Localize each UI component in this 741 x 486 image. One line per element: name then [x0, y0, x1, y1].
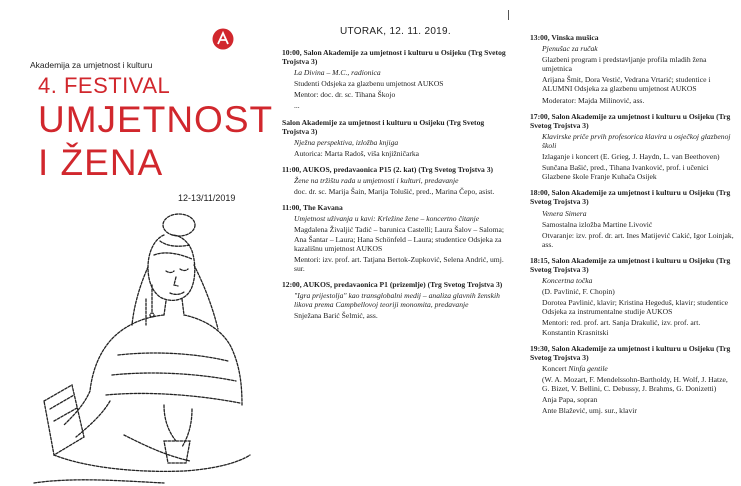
event-title-italic: Ninfa gentile [568, 363, 608, 373]
event-block [282, 203, 507, 273]
event-title: Klavirske priče prvih profesorica klavira u osječkoj glazbenoj školi [542, 131, 731, 150]
festival-dates: 12-13/11/2019 [178, 193, 236, 203]
event-title [530, 364, 735, 373]
event-heading: Salon Akademije za umjetnost i kulturu u Osijeku (Trg Svetog Trojstva 3) [282, 117, 485, 136]
event-detail: Anja Papa, sopran [542, 395, 598, 405]
event-detail: Sunčana Bašić, pred., Tihana Ivanković, prof. i učenici Glazbene škole Franje Kuhača Osijek [542, 163, 709, 182]
event-detail: ... [294, 101, 300, 111]
event-block [530, 188, 735, 249]
event-title: Koncertna točka [542, 276, 593, 286]
event-title: Pjenušac za ručak [542, 44, 598, 54]
event-block [282, 118, 507, 158]
event-title: Umjetnost uživanja u kavi: Krležine žene – koncertno čitanje [294, 214, 480, 224]
poster-panel [0, 0, 274, 486]
event-block [282, 280, 507, 320]
event-block [530, 256, 735, 337]
woman-reading-illustration [14, 205, 254, 485]
event-title-prefix: Koncert [542, 363, 569, 373]
event-detail: doc. dr. sc. Marija Šain, Marija Tolušić, pred., Marina Čepo, asist. [294, 187, 495, 197]
page-fold-mark [508, 10, 509, 20]
event-detail: Izlaganje i koncert (E. Grieg, J. Haydn, L. van Beethoven) [542, 152, 720, 162]
event-detail: Magdalena Živaljić Tadić – barunica Castelli; Laura Šalov – Saloma; Ana Šantar – Laura; Hana Schönfeld – Laura; studentice Odsjeka za kazališnu umjetnost AUKOS [294, 225, 504, 253]
event-detail: Samostalna izložba Martine Livović [542, 219, 653, 229]
event-block [282, 48, 507, 111]
event-title: "Igra prijestolja" kao transglobalni medij – analiza glavnih ženskih likova prema Campbellovoj teoriji monomita, predavanje [294, 290, 500, 310]
event-heading: 11:00, AUKOS, predavaonica P15 (2. kat) (Trg Svetog Trojstva 3) [282, 164, 494, 174]
event-title: Žene na tržištu rada u umjetnosti i kulturi, predavanje [294, 176, 459, 186]
event-heading: 18:00, Salon Akademije za umjetnost i kulturu u Osijeku (Trg Svetog Trojstva 3) [530, 188, 731, 207]
event-detail: Mentori: red. prof. art. Sanja Drakulić, izv. prof. art. Konstantin Krasnitski [542, 318, 701, 337]
event-heading: 19:30, Salon Akademije za umjetnost i kulturu u Osijeku (Trg Svetog Trojstva 3) [530, 343, 731, 362]
festival-number: 4. FESTIVAL [38, 73, 171, 98]
event-heading: 13:00, Vinska mušica [530, 33, 599, 42]
event-detail: Otvaranje: izv. prof. dr. art. Ines Matijević Cakić, Igor Loinjak, ass. [542, 230, 734, 249]
event-detail: Autorica: Marta Radoš, viša knjižničarka [294, 148, 420, 158]
event-detail: Glazbeni program i predstavljanje profila mladih žena umjetnica [542, 55, 707, 74]
event-detail: Studenti Odsjeka za glazbenu umjetnost AUKOS [294, 79, 444, 89]
event-heading: 17:00, Salon Akademije za umjetnost i kulturu u Osijeku (Trg Svetog Trojstva 3) [530, 111, 731, 130]
event-detail: Moderator: Majda Milinović, ass. [542, 95, 645, 105]
event-title: Venera Simera [542, 208, 587, 218]
event-heading: 18:15, Salon Akademije za umjetnost i kulturu u Osijeku (Trg Svetog Trojstva 3) [530, 255, 731, 274]
event-detail: Mentor: doc. dr. sc. Tihana Škojo [294, 90, 396, 100]
event-title: Nježna perspektiva, izložba knjiga [294, 137, 399, 147]
festival-title-line2: I ŽENA [38, 142, 164, 183]
program-column-1 [282, 48, 507, 327]
event-detail: Snježana Barić Šelmić, ass. [294, 311, 378, 321]
event-heading: 10:00, Salon Akademije za umjetnost i kulturu u Osijeku (Trg Svetog Trojstva 3) [282, 48, 506, 67]
event-block [530, 344, 735, 416]
event-block [282, 165, 507, 196]
event-detail: Ante Blažević, umj. sur., klavir [542, 406, 637, 416]
event-detail: Dorotea Pavlinić, klavir; Kristina Hegeduš, klavir; studentice Odsjeka za instrumentalne studije AUKOS [542, 298, 728, 317]
event-detail: (D. Pavlinić, F. Chopin) [542, 287, 615, 297]
event-block [530, 112, 735, 182]
event-detail: (W. A. Mozart, F. Mendelssohn-Bartholdy, H. Wolf, J. Hatze, G. Bizet, V. Bellini, C. Debussy, J. Brahms, G. Donizetti) [542, 374, 728, 393]
event-title: La Divina – M.C., radionica [294, 68, 381, 78]
event-heading: 12:00, AUKOS, predavaonica P1 (prizemlje) (Trg Svetog Trojstva 3) [282, 279, 503, 289]
event-detail: Mentori: izv. prof. art. Tatjana Bertok-Zupković, Selena Andrić, umj. sur. [294, 254, 504, 273]
academy-name: Akademija za umjetnost i kulturu [30, 60, 153, 70]
event-heading: 11:00, The Kavana [282, 203, 343, 213]
academy-logo-icon [212, 28, 234, 50]
event-block [530, 33, 735, 105]
program-column-2 [530, 33, 735, 422]
day-header: UTORAK, 12. 11. 2019. [340, 26, 451, 37]
event-detail: Arijana Šmit, Dora Vestić, Vedrana Vrtarić; studentice i ALUMNI Odsjeka za glazbenu umjetnost AUKOS [542, 75, 711, 94]
festival-title-line1: UMJETNOST [38, 99, 274, 140]
